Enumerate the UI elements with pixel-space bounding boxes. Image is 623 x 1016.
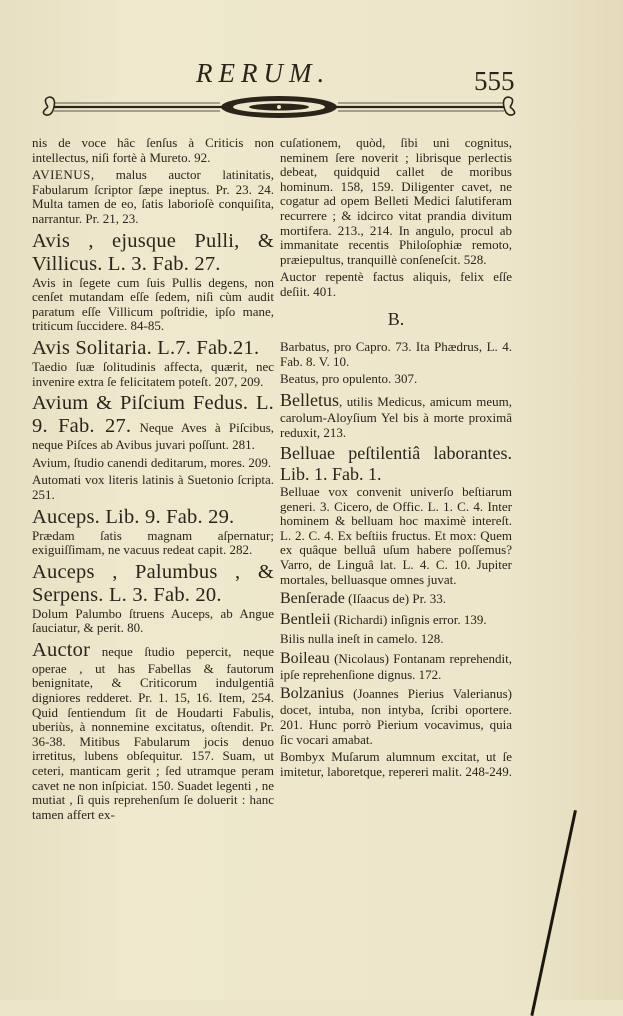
index-entry	[32, 392, 274, 453]
index-entry	[32, 506, 274, 558]
entry-text: Taedio ſuæ ſolitudinis affecta, quærit, nec invenire extra ſe felicitatem poteſt. 207, 209.	[32, 358, 274, 389]
entry-headword: Avis Solitaria. L.7. Fab.21.	[32, 336, 260, 359]
entry-headword: Belluae peſtilentiâ laborantes. Lib. 1. Fab. 1.	[280, 443, 512, 485]
entry-headword: Boileau	[280, 649, 330, 667]
index-entry	[280, 632, 512, 647]
index-entry	[32, 456, 274, 471]
entry-text: Automati vox literis latinis à Suetonio ſcripta. 251.	[32, 472, 274, 502]
index-entry	[280, 685, 512, 747]
entry-text: , malus auctor latinitatis, Fabularum ſcriptor ſæpe ineptus. Pr. 23. 24. Multa tamen de eo, ſatis laborioſè conquiſita, narrantur. Pr. 21, 23.	[32, 167, 274, 226]
entry-text: , utilis Medicus, amicum meum, carolum-Aloyſium Yel bis à morte proximâ reduxit, 213.	[280, 393, 512, 440]
index-entry	[280, 590, 512, 608]
entry-text: Beatus, pro opulento. 307.	[280, 371, 418, 387]
entry-text: neque ſtudio pepercit, neque operae , ut has Fabellas & fautorum benignitate, & Criticorum indulgentiâ digniores redderet. Pr. 1. 15, 16. Item, 254. Quid ſentiendum ſit de Houdarti Fabulis, uberiùs, à nonnemine excitatus, oſtendit. Pr. 36-38. Mitibus Fabularum jocis denuo irretitus, lubens obſequitur. 157. Suam, ut ceteri, manticam gerit ; ſed utramque peram cavet ne non inſpiciat. 150. Suadet legenti , ne mutiat , ſi quis reprehenſum ſe doluerit : hanc tamen affert ex-	[32, 643, 274, 822]
index-entry	[32, 230, 274, 334]
decorative-ornament-icon	[40, 94, 518, 120]
index-entry	[280, 611, 512, 629]
entry-headword: Belletus	[280, 389, 339, 410]
index-entry	[32, 473, 274, 502]
entry-headword: Avium & Piſcium Fedus. L. 9. Fab. 27.	[32, 392, 274, 438]
page-number: 555	[474, 66, 515, 96]
entry-text: Dolum Palumbo ſtruens Auceps, ab Angue ſauciatur, & perit. 80.	[32, 605, 274, 636]
entry-headword: Avis , ejusque Pulli, & Villicus. L. 3. Fab. 27.	[32, 229, 274, 275]
index-entry	[280, 340, 512, 369]
entry-headword: Bentleii	[280, 611, 331, 629]
index-entry	[280, 136, 512, 267]
right-column	[280, 136, 512, 782]
index-entry	[32, 561, 274, 636]
entry-text: Avis in ſegete cum ſuis Pullis degens, non cenſet mutandam eſſe ſedem, niſi cùm audit paratum eſſe Villicum poſtridie, ipſo mane, triticum ſuccidere. 84-85.	[32, 274, 274, 334]
entry-text: (Joannes Pierius Valerianus) docet, intuba, non intyba, ſcribi oportere. 201. Hunc porrò Pierium vocavimus, quia ſic vocari amabat.	[280, 686, 512, 747]
entry-text: (Richardi) inſignis error. 139.	[330, 612, 487, 628]
index-entry	[32, 168, 274, 226]
entry-text: nis de voce hâc ſenſus à Criticis non intellectus, niſi fortè à Mureto. 92.	[32, 135, 274, 165]
index-entry	[32, 337, 274, 389]
index-entry	[32, 639, 274, 823]
entry-text: Avium, ſtudio canendi deditarum, mores. 209.	[32, 454, 272, 470]
entry-headword: Auctor	[32, 638, 91, 661]
index-entry	[280, 372, 512, 387]
left-column	[32, 136, 274, 825]
index-entry	[280, 750, 512, 779]
index-entry	[280, 270, 512, 299]
entry-text: Barbatus, pro Capro. 73. Ita Phædrus, L. 4. Fab. 8. V. 10.	[280, 339, 512, 369]
entry-text: (Iſaacus de) Pr. 33.	[344, 591, 446, 607]
entry-text: Prædam ſatis magnam aſpernatur; exiguiſſimam, ne vacuus redeat capit. 282.	[32, 527, 274, 558]
entry-headword: Bolzanius	[280, 685, 344, 703]
entry-text: Auctor repentè factus aliquis, felix eſſe deſiit. 401.	[280, 269, 512, 299]
entry-text: Neque Aves à Piſcibus, neque Piſces ab Avibus juvari poſſunt. 281.	[32, 420, 274, 453]
index-entry	[280, 443, 512, 587]
entry-headword: AVIENUS	[32, 167, 91, 183]
index-entry	[280, 650, 512, 683]
entry-text: Bilis nulla ineſt in camelo. 128.	[280, 631, 444, 647]
entry-headword: Auceps. Lib. 9. Fab. 29.	[32, 505, 235, 528]
index-entry	[32, 136, 274, 165]
page-edge-line	[530, 810, 577, 1016]
entry-headword: Benſerade	[280, 590, 345, 608]
entry-text: Bombyx Muſarum alumnum excitat, ut ſe imitetur, laboretque, repereri malit. 248-249.	[280, 749, 512, 779]
entry-text: Belluae vox convenit univerſo beſtiarum generi. 3. Cicero, de Offic. L. 1. C. 4. Inter hominem & belluam hoc maximè intereſt. L. 2. C. 4. Ex beſtiis fructus. Et mox: Quem ex quâque belluâ uſum habere poſſemus? Varro, de Linguâ lat. L. 4. C. 10. Jupiter mortales, belluasque omnes juvat.	[280, 484, 512, 587]
section-letter: B.	[387, 308, 405, 329]
entry-text: cuſationem, quòd, ſibi uni cognitus, neminem ſere noverit ; librisque perlectis debeat, quidquid callet de moribus hominum. 158, 159. Diligenter cavet, ne cogatur ad opem Belleti Medici ſalutiferam recurrere ; & idcirco vitat prandia divitum mortifera. 213., 214. In angulo, procul ab immanitate recentis Philoſophiæ remoto, præiepultus, tranquillè conſeneſcit. 528.	[280, 135, 512, 267]
entry-text: (Nicolaus) Fontanam reprehendit, ipſe reprehenſione dignus. 172.	[280, 650, 512, 682]
running-header: RERUM.	[196, 58, 331, 88]
entry-headword: Auceps , Palumbus , & Serpens. L. 3. Fab. 20.	[32, 560, 274, 606]
index-entry	[280, 390, 512, 440]
